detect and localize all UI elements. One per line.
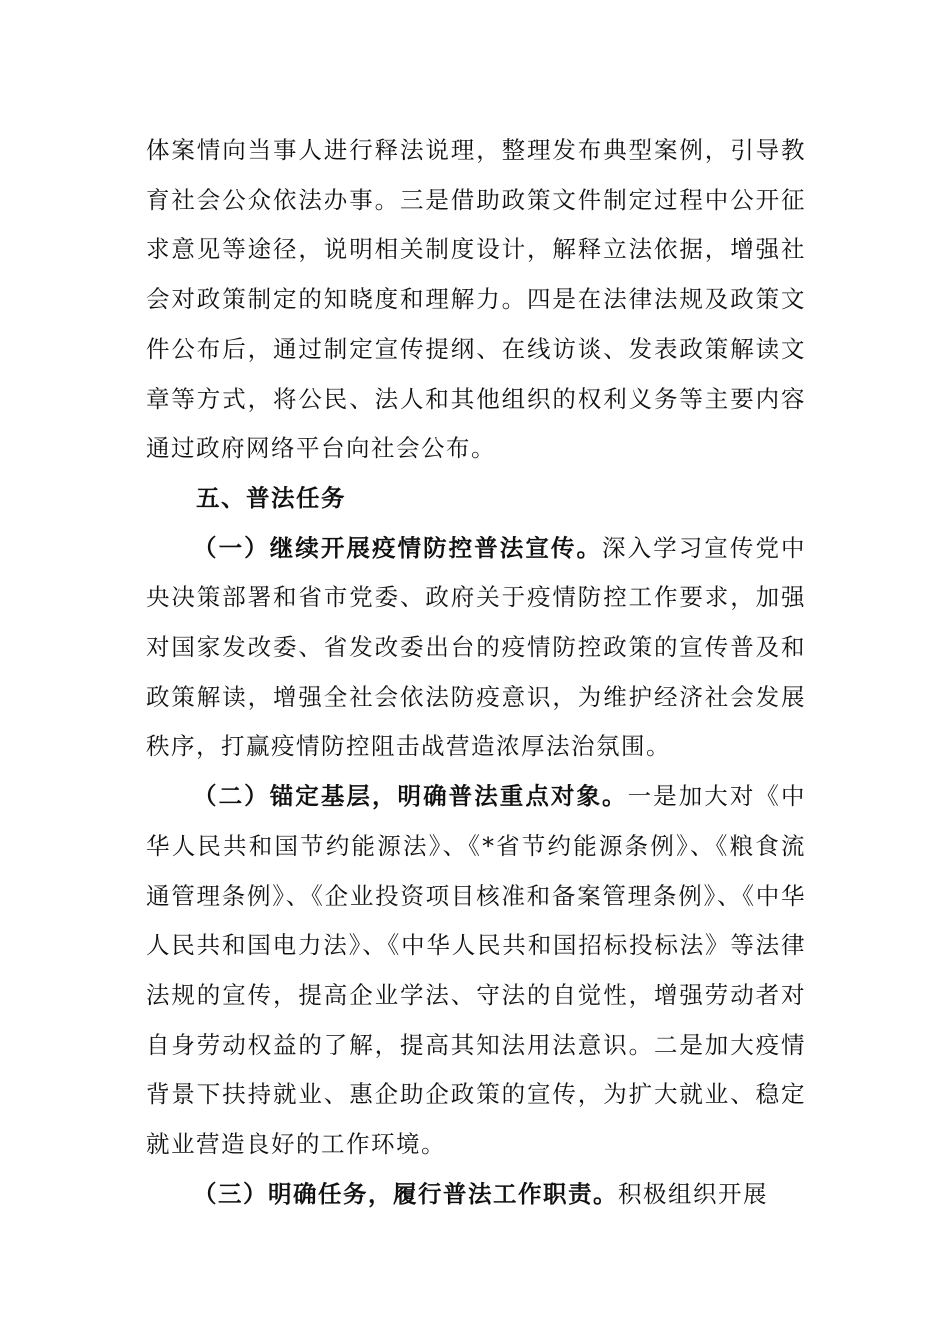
task-item-1-lead: （一）继续开展疫情防控普法宣传。 bbox=[193, 533, 603, 562]
task-item-2-body: 一是加大对《中华人民共和国节约能源法》、《*省节约能源条例》、《粮食流通管理条例》、《企业投资项目核准和备案管理条例》、《中华人民共和国电力法》、《中华人民共和国招标投标法》等法律法规的宣传，提高企业学法、守法的自觉性，增强劳动者对自身劳动权益的了解，提高其知法用法意识。二是加大疫情背景下扶持就业、惠企助企政策的宣传，为扩大就业、稳定就业营造良好的工作环境。 bbox=[146, 782, 807, 1159]
task-item-3-lead: （三）明确任务，履行普法工作职责。 bbox=[193, 1179, 618, 1208]
task-item-3 bbox=[146, 1170, 806, 1220]
task-item-1-body: 深入学习宣传党中央决策部署和省市党委、政府关于疫情防控工作要求，加强对国家发改委、省发改委出台的疫情防控政策的宣传普及和政策解读，增强全社会依法防疫意识，为维护经济社会发展秩序，打赢疫情防控阻击战营造浓厚法治氛围。 bbox=[146, 533, 807, 761]
task-item-1 bbox=[146, 524, 806, 773]
section-heading: 五、普法任务 bbox=[196, 483, 346, 512]
task-item-2 bbox=[146, 772, 806, 1170]
task-item-2-lead: （二）锚定基层，明确普法重点对象。 bbox=[193, 782, 628, 811]
document-page bbox=[146, 126, 806, 1219]
task-item-3-body: 积极组织开展 bbox=[618, 1179, 768, 1208]
paragraph-continuation: 体案情向当事人进行释法说理，整理发布典型案例，引导教育社会公众依法办事。三是借助政策文件制定过程中公开征求意见等途径，说明相关制度设计，解释立法依据，增强社会对政策制定的知晓度和理解力。四是在法律法规及政策文件公布后，通过制定宣传提纲、在线访谈、发表政策解读文章等方式，将公民、法人和其他组织的权利义务等主要内容通过政府网络平台向社会公布。 bbox=[146, 136, 806, 463]
